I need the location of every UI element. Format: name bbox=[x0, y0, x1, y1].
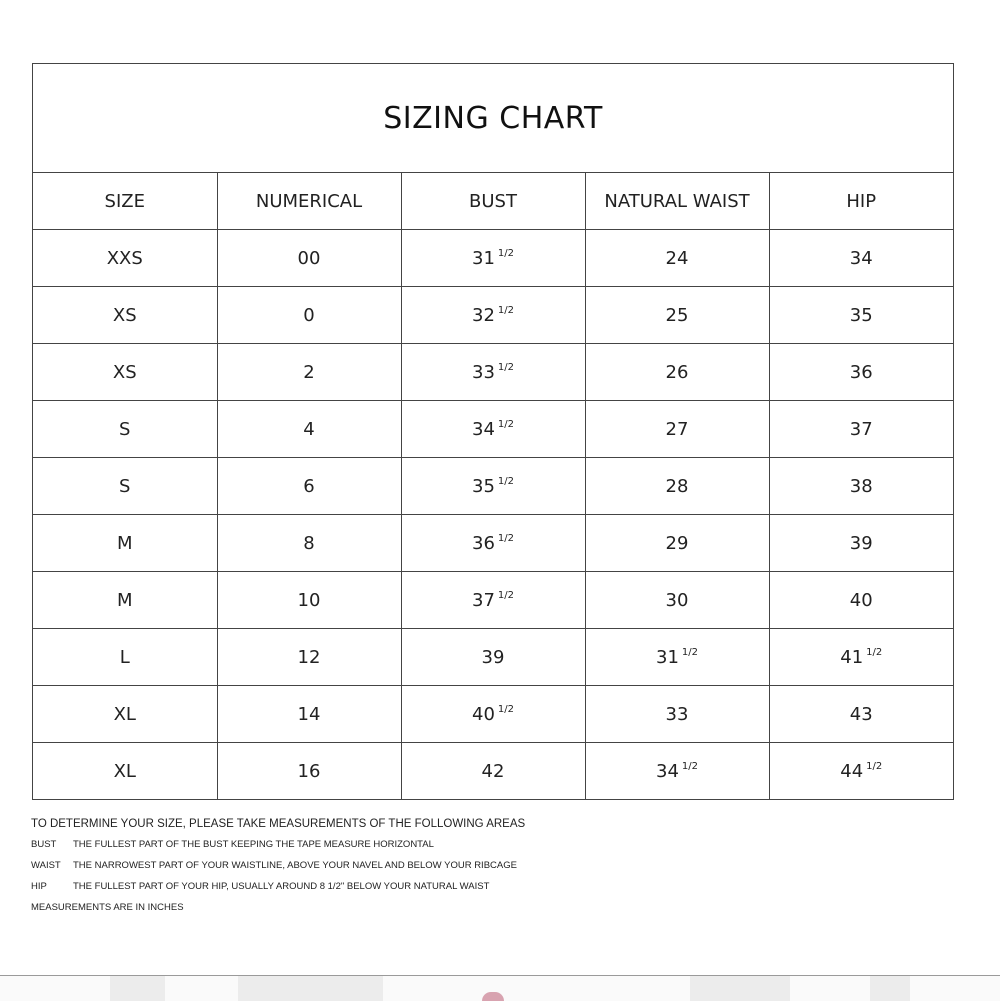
numerical-cell bbox=[217, 629, 401, 686]
numerical-cell bbox=[217, 743, 401, 800]
cell-value: 28 bbox=[665, 475, 689, 497]
cell-value: XS bbox=[112, 361, 137, 383]
table-body bbox=[33, 230, 953, 800]
notes-lead: TO DETERMINE YOUR SIZE, PLEASE TAKE MEASUREMENTS OF THE FOLLOWING AREAS bbox=[31, 818, 526, 830]
cell-value: 36 bbox=[472, 532, 495, 554]
definition-term: BUST bbox=[31, 839, 57, 850]
cell-value: 2 bbox=[303, 361, 315, 383]
numerical-cell bbox=[217, 458, 401, 515]
definition-term: WAIST bbox=[31, 860, 61, 871]
cell-value: S bbox=[119, 475, 131, 497]
bust-cell bbox=[401, 572, 585, 629]
cell-value: 39 bbox=[481, 646, 505, 668]
waist-cell bbox=[585, 230, 769, 287]
cell-value: 31 bbox=[656, 646, 679, 668]
hip-cell bbox=[769, 344, 953, 401]
cell-value: 33 bbox=[665, 703, 689, 725]
cell-value: 00 bbox=[297, 247, 321, 269]
fraction-superscript: 1/2 bbox=[497, 304, 514, 316]
size-cell bbox=[33, 572, 217, 629]
table-row bbox=[33, 515, 953, 572]
table-row bbox=[33, 230, 953, 287]
cell-value: 14 bbox=[297, 703, 321, 725]
cell-value: 29 bbox=[665, 532, 689, 554]
cell-value: 37 bbox=[472, 589, 495, 611]
numerical-cell bbox=[217, 344, 401, 401]
cell-value: 24 bbox=[665, 247, 689, 269]
waist-cell bbox=[585, 686, 769, 743]
cell-value: 8 bbox=[303, 532, 315, 554]
bust-cell bbox=[401, 686, 585, 743]
waist-cell bbox=[585, 629, 769, 686]
cell-value: 38 bbox=[849, 475, 873, 497]
waist-cell bbox=[585, 458, 769, 515]
units-note: MEASUREMENTS ARE IN INCHES bbox=[31, 902, 184, 913]
table-row bbox=[33, 686, 953, 743]
size-cell bbox=[33, 686, 217, 743]
hip-cell bbox=[769, 230, 953, 287]
table-row bbox=[33, 572, 953, 629]
cell-value: 31 bbox=[472, 247, 495, 269]
cell-value: 37 bbox=[849, 418, 873, 440]
fraction-superscript: 1/2 bbox=[497, 532, 514, 544]
cell-value: 34 bbox=[656, 760, 679, 782]
waist-cell bbox=[585, 401, 769, 458]
table-row bbox=[33, 401, 953, 458]
cell-value: 10 bbox=[297, 589, 321, 611]
cell-value: 39 bbox=[849, 532, 873, 554]
waist-cell bbox=[585, 572, 769, 629]
size-cell bbox=[33, 743, 217, 800]
fraction-superscript: 1/2 bbox=[497, 418, 514, 430]
bust-cell bbox=[401, 515, 585, 572]
cell-value: XL bbox=[113, 703, 136, 725]
fraction-superscript: 1/2 bbox=[497, 589, 514, 601]
numerical-cell bbox=[217, 230, 401, 287]
cell-value: 26 bbox=[665, 361, 689, 383]
cell-value: 44 bbox=[840, 760, 864, 782]
footer-block bbox=[870, 976, 910, 1001]
cell-value: 42 bbox=[481, 760, 505, 782]
column-header-natural-waist: NATURAL WAIST bbox=[585, 173, 769, 230]
cell-value: S bbox=[119, 418, 131, 440]
fraction-superscript: 1/2 bbox=[497, 247, 514, 259]
size-cell bbox=[33, 344, 217, 401]
waist-cell bbox=[585, 287, 769, 344]
cell-value: L bbox=[119, 646, 130, 668]
cell-value: 34 bbox=[849, 247, 873, 269]
cell-value: 34 bbox=[472, 418, 495, 440]
numerical-cell bbox=[217, 401, 401, 458]
numerical-cell bbox=[217, 515, 401, 572]
table-row bbox=[33, 743, 953, 800]
cell-value: 40 bbox=[472, 703, 495, 725]
size-cell bbox=[33, 458, 217, 515]
cell-value: M bbox=[116, 532, 133, 554]
column-header-bust: BUST bbox=[401, 173, 585, 230]
column-header-hip: HIP bbox=[769, 173, 953, 230]
cell-value: 32 bbox=[472, 304, 495, 326]
fraction-superscript: 1/2 bbox=[866, 760, 883, 772]
cell-value: 33 bbox=[472, 361, 495, 383]
fraction-superscript: 1/2 bbox=[681, 646, 698, 658]
sizing-chart bbox=[32, 63, 954, 800]
table-row bbox=[33, 629, 953, 686]
hip-cell bbox=[769, 686, 953, 743]
cell-value: 36 bbox=[849, 361, 873, 383]
numerical-cell bbox=[217, 572, 401, 629]
definition-term: HIP bbox=[31, 881, 47, 892]
measurement-notes bbox=[31, 818, 525, 913]
cell-value: 6 bbox=[303, 475, 315, 497]
numerical-cell bbox=[217, 686, 401, 743]
cell-value: XS bbox=[112, 304, 137, 326]
cell-value: 35 bbox=[849, 304, 873, 326]
cell-value: 0 bbox=[303, 304, 315, 326]
bust-cell bbox=[401, 287, 585, 344]
column-header-size: SIZE bbox=[33, 173, 217, 230]
cell-value: XXS bbox=[106, 247, 143, 269]
numerical-cell bbox=[217, 287, 401, 344]
cell-value: 12 bbox=[297, 646, 321, 668]
size-cell bbox=[33, 629, 217, 686]
cell-value: 41 bbox=[840, 646, 864, 668]
bust-cell bbox=[401, 458, 585, 515]
bust-cell bbox=[401, 743, 585, 800]
bust-cell bbox=[401, 230, 585, 287]
waist-cell bbox=[585, 743, 769, 800]
table-row bbox=[33, 458, 953, 515]
fraction-superscript: 1/2 bbox=[866, 646, 883, 658]
cell-value: 25 bbox=[665, 304, 689, 326]
cell-value: XL bbox=[113, 760, 136, 782]
definition-waist bbox=[31, 860, 525, 871]
hip-cell bbox=[769, 287, 953, 344]
hip-cell bbox=[769, 629, 953, 686]
fraction-superscript: 1/2 bbox=[497, 475, 514, 487]
column-header-numerical: NUMERICAL bbox=[217, 173, 401, 230]
definition-text: THE NARROWEST PART OF YOUR WAISTLINE, ABOVE YOUR NAVEL AND BELOW YOUR RIBCAGE bbox=[73, 860, 517, 871]
cell-value: 4 bbox=[303, 418, 315, 440]
header-row bbox=[33, 173, 953, 230]
hip-cell bbox=[769, 401, 953, 458]
fraction-superscript: 1/2 bbox=[497, 361, 514, 373]
table-row bbox=[33, 344, 953, 401]
chart-title: SIZING CHART bbox=[33, 64, 953, 173]
cell-value: 27 bbox=[665, 418, 689, 440]
definition-hip bbox=[31, 881, 525, 892]
definition-bust bbox=[31, 839, 525, 850]
size-table bbox=[33, 173, 953, 799]
hip-cell bbox=[769, 743, 953, 800]
size-cell bbox=[33, 401, 217, 458]
definition-text: THE FULLEST PART OF YOUR HIP, USUALLY AROUND 8 1/2" BELOW YOUR NATURAL WAIST bbox=[73, 881, 490, 892]
footer-block bbox=[238, 976, 383, 1001]
fraction-superscript: 1/2 bbox=[681, 760, 698, 772]
cell-value: 43 bbox=[849, 703, 873, 725]
page-footer-strip bbox=[0, 975, 1000, 1001]
hip-cell bbox=[769, 458, 953, 515]
size-cell bbox=[33, 515, 217, 572]
footer-block bbox=[690, 976, 790, 1001]
size-cell bbox=[33, 230, 217, 287]
fraction-superscript: 1/2 bbox=[497, 703, 514, 715]
table-row bbox=[33, 287, 953, 344]
definition-text: THE FULLEST PART OF THE BUST KEEPING THE TAPE MEASURE HORIZONTAL bbox=[73, 839, 434, 850]
footer-block bbox=[110, 976, 165, 1001]
bust-cell bbox=[401, 629, 585, 686]
cell-value: 40 bbox=[849, 589, 873, 611]
bust-cell bbox=[401, 344, 585, 401]
hip-cell bbox=[769, 572, 953, 629]
cell-value: 35 bbox=[472, 475, 495, 497]
waist-cell bbox=[585, 515, 769, 572]
bust-cell bbox=[401, 401, 585, 458]
size-cell bbox=[33, 287, 217, 344]
hip-cell bbox=[769, 515, 953, 572]
cell-value: M bbox=[116, 589, 133, 611]
cell-value: 16 bbox=[297, 760, 321, 782]
waist-cell bbox=[585, 344, 769, 401]
cell-value: 30 bbox=[665, 589, 689, 611]
